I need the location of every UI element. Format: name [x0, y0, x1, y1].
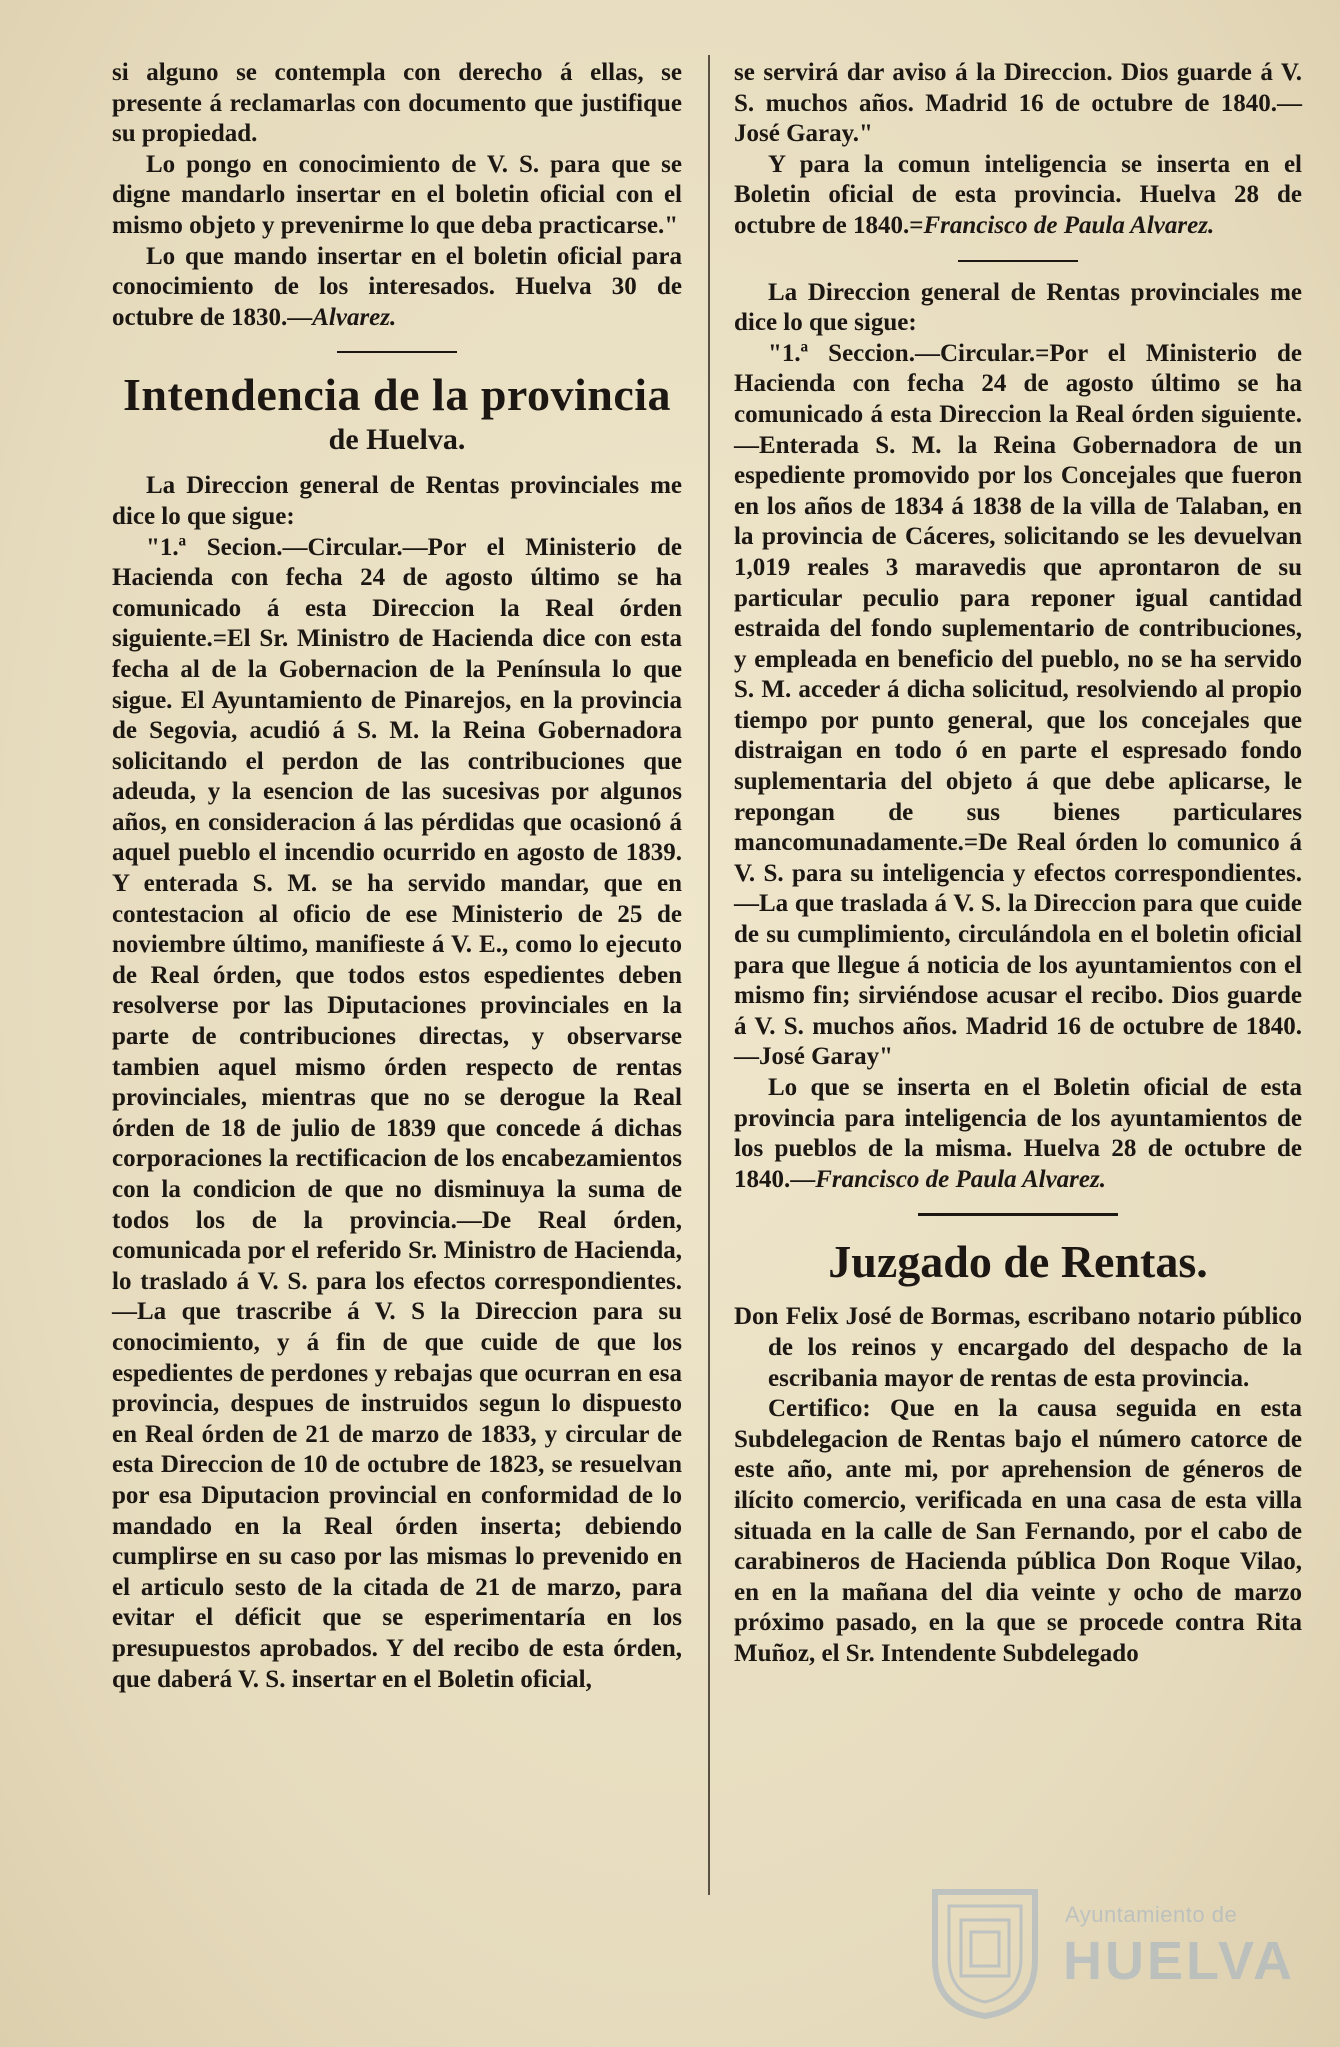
signature: Francisco de Paula Alvarez. [923, 211, 1215, 239]
paragraph: Lo pongo en conocimiento de V. S. para que se digne mandarlo insertar en el boletin oficial con el mismo objeto y prevenirme lo que deba practicarse." [112, 150, 682, 239]
signature: Alvarez. [312, 303, 397, 331]
paragraph: La Direccion general de Rentas provinciales me dice lo que sigue: [112, 472, 682, 530]
section-heading: Intendencia de la provincia [122, 369, 672, 421]
watermark-big-text: HUELVA [1063, 1931, 1295, 1991]
section-subheading: de Huelva. [328, 423, 466, 457]
circular-paragraph: "1.ª Seccion.—Circular.=Por el Ministerio de Hacienda con fecha 24 de agosto último se ha comunicado á esta Direccion la Real órden siguiente.—Enterada S. M. la Reina Gobernadora de un espediente promovido por los Concejales que fueron en los años de 1834 á 1838 de la villa de Talaban, en la provincia de Cáceres, solicitando se les devuelvan 1,019 reales 3 maravedis que aprontaron de su particular peculio para reponer igual cantidad estraida del fondo suplementario de contribuciones, y empleada en beneficio del pueblo, no se ha servido S. M. acceder á dicha solicitud, resolviendo al propio tiempo por punto general, que los concejales que distraigan en todo ó en parte el espresado fondo suplementaria del objeto á que debe aplicarse, le repongan de sus bienes particulares mancomunadamente.=De Real órden lo comunico á V. S. para su inteligencia y efectos correspondientes.—La que traslada á V. S. la Direccion para que cuide de su cumplimiento, circulándola en el boletin oficial para que llegue á noticia de los ayuntamientos con el mismo fin; sirviéndose acusar el recibo. Dios guarde á V. S. muchos años. Madrid 16 de octubre de 1840.—José Garay" [734, 339, 1302, 1071]
paragraph: Don Felix José de Bormas, escribano notario público de los reinos y encargado del despacho de la escribania mayor de rentas de esta provincia. [734, 1303, 1302, 1392]
column-divider [708, 55, 710, 1895]
signature-paragraph [734, 1073, 1302, 1195]
watermark-small-text: Ayuntamiento de [1065, 1902, 1238, 1927]
signature: Francisco de Paula Alvarez. [815, 1165, 1106, 1193]
city-seal-icon [925, 1880, 1045, 2020]
continued-paragraph: si alguno se contempla con derecho á ellas, se presente á reclamarlas con documento que justifique su propiedad. [112, 59, 682, 148]
signature-paragraph [112, 242, 682, 334]
paragraph-text: Lo que mando insertar en el boletin oficial para conocimiento de los interesados. Huelva 30 de octubre de 1830.— [112, 242, 682, 331]
section-heading: Juzgado de Rentas. [828, 1236, 1208, 1288]
left-column [112, 58, 682, 1695]
section-rule [918, 1213, 1118, 1216]
continued-paragraph: se servirá dar aviso á la Direccion. Dios guarde á V. S. muchos años. Madrid 16 de octubre de 1840.—José Garay." [734, 59, 1302, 148]
circular-paragraph: "1.ª Secion.—Circular.—Por el Ministerio de Hacienda con fecha 24 de agosto último se ha comunicado á esta Direccion la Real órden siguiente.=El Sr. Ministro de Hacienda dice con esta fecha al de la Gobernacion de la Península lo que sigue. El Ayuntamiento de Pinarejos, en la provincia de Segovia, acudió á S. M. la Reina Gobernadora solicitando el perdon de las contribuciones que adeuda, y la esencion de las sucesivas por algunos años, en consideracion á las pérdidas que ocasionó á aquel pueblo el incendio ocurrido en agosto de 1839. Y enterada S. M. se ha servido mandar, que en contestacion al oficio de ese Ministerio de 25 de noviembre último, manifieste á V. E., como lo ejecuto de Real órden, que todos estos espedientes deben resolverse por las Diputaciones provinciales en la parte de contribuciones directas, y observarse tambien aquel mismo órden respecto de rentas provinciales, mientras que no se derogue la Real órden de 18 de julio de 1839 que concede á dichas corporaciones la rectificacion de los encabezamientos con la condicion de que no disminuya la suma de todos los de la provincia.—De Real órden, comunicada por el referido Sr. Ministro de Hacienda, lo traslado á V. S. para los efectos correspondientes.—La que trascribe á V. S la Direccion para su conocimiento, y á fin de que cuide de que los espedientes de perdones y rebajas que ocurran en esa provincia, despues de instruidos segun lo dispuesto en Real órden de 21 de marzo de 1833, y circular de esta Direccion de 10 de octubre de 1823, se resuelvan por esa Diputacion provincial en conformidad de lo mandado en la Real órden inserta; debiendo cumplirse en su caso por las mismas lo prevenido en el articulo sesto de la citada de 21 de marzo, para evitar el déficit que se esperimentaría en los presupuestos aprobados. Y del recibo de esta órden, que daberá V. S. insertar en el Boletin oficial, [112, 533, 682, 1693]
signature-paragraph [734, 150, 1302, 242]
watermark [925, 1880, 1295, 2020]
paragraph-text: Lo que se inserta en el Boletin oficial de esta provincia para inteligencia de los ayuntamientos de los pueblos de la misma. Huelva 28 de octubre de 1840.— [734, 1074, 1302, 1193]
paragraph: La Direccion general de Rentas provinciales me dice lo que sigue: [734, 278, 1302, 337]
paragraph-text: Y para la comun inteligencia se inserta en el Boletin oficial de esta provincia. Huelva 28 de octubre de 1840.= [734, 150, 1302, 239]
section-rule [958, 260, 1078, 262]
section-rule [337, 351, 457, 353]
right-column [734, 58, 1302, 1670]
paragraph: Certifico: Que en la causa seguida en esta Subdelegacion de Rentas bajo el número catorce de este año, ante mi, por aprehension de géneros de ilícito comercio, verificada en una casa de esta villa situada en la calle de San Fernando, por el cabo de carabineros de Hacienda pública Don Roque Vilao, en en la mañana del dia veinte y ocho de marzo próximo pasado, en la que se procede contra Rita Muñoz, el Sr. Intendente Subdelegado [734, 1395, 1302, 1667]
